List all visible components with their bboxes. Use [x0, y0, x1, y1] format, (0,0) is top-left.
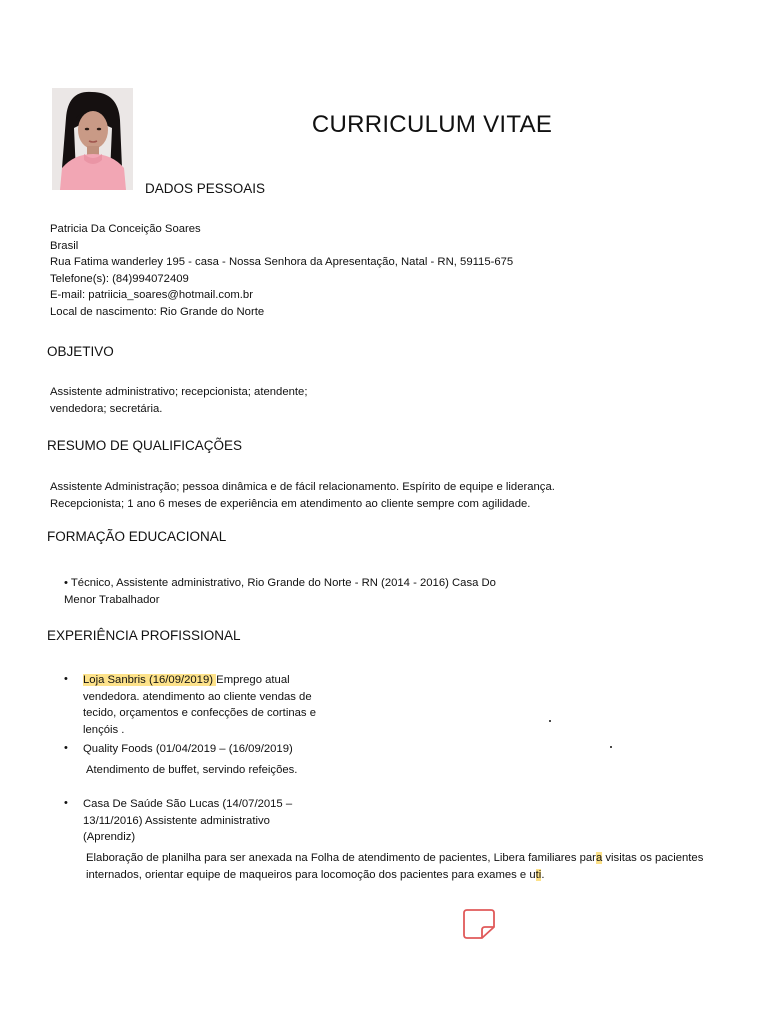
- education-line: • Técnico, Assistente administrativo, Rio Grande do Norte - RN (2014 - 2016) Casa Do: [64, 577, 496, 589]
- job-desc-text: visitas os pacientes: [602, 852, 704, 864]
- bullet: •: [64, 673, 68, 685]
- job-desc-text: internados, orientar equipe de maqueiros para locomoção dos pacientes para exames e u: [86, 868, 536, 881]
- job-title: Quality Foods (01/04/2019 – (16/09/2019): [83, 743, 293, 755]
- job-line: (Aprendiz): [83, 831, 136, 843]
- stray-dot: [549, 720, 551, 722]
- highlighted-text: ti: [535, 868, 542, 881]
- section-heading-personal: DADOS PESSOAIS: [145, 181, 266, 196]
- job-desc-text: .: [541, 868, 545, 881]
- job-entry-quality-foods: [83, 741, 293, 758]
- education-line: Menor Trabalhador: [64, 593, 160, 606]
- job-description: [86, 850, 703, 883]
- page-title: CURRICULUM VITAE: [311, 111, 553, 138]
- stray-dot: [610, 746, 612, 748]
- profile-photo-drawing: [52, 88, 133, 190]
- bullet: •: [64, 742, 68, 754]
- job-line: lençóis .: [83, 723, 125, 736]
- personal-email: E-mail: patriicia_soares@hotmail.com.br: [50, 289, 253, 301]
- job-line: Casa De Saúde São Lucas (14/07/2015 –: [83, 798, 293, 810]
- job-desc-text: Elaboração de planilha para ser anexada na Folha de atendimento de pacientes, Libera familiares par: [86, 852, 596, 864]
- qualifications-text: [50, 479, 555, 512]
- personal-phone: Telefone(s): (84)994072409: [50, 272, 189, 285]
- job-status: Emprego atual: [216, 674, 290, 686]
- bullet: •: [64, 797, 68, 809]
- objective-text: [50, 384, 307, 417]
- job-line: tecido, orçamentos e confecções de cortinas e: [83, 707, 316, 719]
- section-heading-qualifications: RESUMO DE QUALIFICAÇÕES: [47, 438, 243, 453]
- job-line: vendedora. atendimento ao cliente vendas de: [83, 690, 312, 703]
- qualifications-line: Assistente Administração; pessoa dinâmica e de fácil relacionamento. Espírito de equipe e liderança.: [50, 481, 555, 493]
- personal-info: [50, 221, 513, 320]
- section-heading-education: FORMAÇÃO EDUCACIONAL: [47, 529, 227, 544]
- personal-country: Brasil: [50, 239, 79, 252]
- personal-name: Patricia Da Conceição Soares: [50, 223, 201, 235]
- job-entry-casa-de-saude: [83, 796, 292, 846]
- objective-line: vendedora; secretária.: [50, 402, 163, 415]
- highlighted-text: Loja Sanbris (16/09/2019): [83, 674, 217, 686]
- job-line: 13/11/2016) Assistente administrativo: [83, 814, 270, 827]
- job-description: Atendimento de buffet, servindo refeições.: [86, 764, 298, 776]
- profile-photo: [52, 88, 133, 190]
- section-heading-experience: EXPERIÊNCIA PROFISSIONAL: [47, 628, 241, 643]
- personal-address: Rua Fatima wanderley 195 - casa - Nossa Senhora da Apresentação, Natal - RN, 59115-675: [50, 256, 514, 268]
- education-text: [64, 575, 496, 608]
- section-heading-objective: OBJETIVO: [47, 344, 114, 359]
- sticky-note-icon[interactable]: [462, 908, 496, 945]
- objective-line: Assistente administrativo; recepcionista; atendente;: [50, 386, 308, 398]
- personal-birthplace: Local de nascimento: Rio Grande do Norte: [50, 305, 265, 318]
- job-entry-sanbris: [83, 672, 316, 738]
- qualifications-line: Recepcionista; 1 ano 6 meses de experiência em atendimento ao cliente sempre com agilidade.: [50, 497, 531, 510]
- highlighted-text: a: [595, 852, 603, 864]
